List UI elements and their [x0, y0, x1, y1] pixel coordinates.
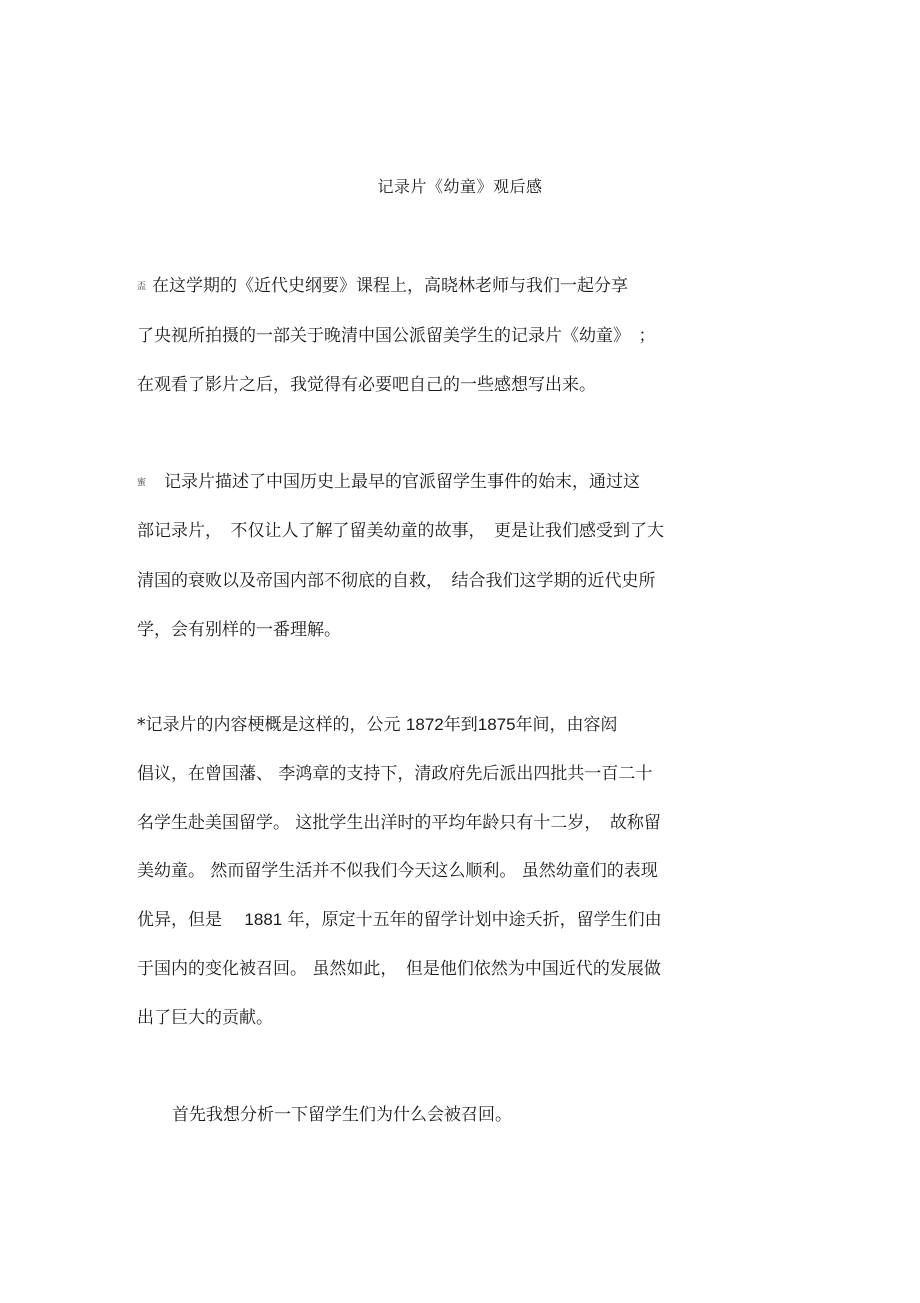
paragraph-marker: 蜜	[137, 477, 147, 488]
paragraph-3-line-5-part-b: 年，原定十五年的留学计划中途夭折，留学生们由	[282, 910, 662, 930]
paragraph-1-line-1-text: 在这学期的《近代史纲要》课程上，高晓林老师与我们一起分享	[152, 276, 629, 296]
paragraph-3-line-4: 美幼童。 然而留学生活并不似我们今天这么顺利。 虽然幼童们的表现	[137, 861, 658, 881]
paragraph-4-line-1: 首先我想分析一下留学生们为什么会被召回。	[172, 1105, 512, 1125]
paragraph-2-line-1-text: 记录片描述了中国历史上最早的官派留学生事件的始末，通过这	[164, 472, 641, 492]
paragraph-3-line-3: 名学生赴美国留学。 这批学生出洋时的平均年龄只有十二岁， 故称留	[137, 813, 661, 833]
paragraph-1-line-2: 了央视所拍摄的一部关于晚清中国公派留美学生的记录片《幼童》 ；	[137, 326, 656, 346]
year-1881: 1881	[244, 910, 283, 929]
paragraph-1-line-3: 在观看了影片之后，我觉得有必要吧自己的一些感想写出来。	[137, 375, 596, 395]
year-1872: 1872	[405, 715, 444, 734]
paragraph-3-line-1-part-a: *记录片的内容梗概是这样的，公元	[137, 715, 406, 735]
paragraph-1-line-1	[137, 273, 628, 300]
year-1875: 1875	[477, 715, 516, 734]
document-title: 记录片《幼童》观后感	[377, 177, 543, 196]
paragraph-2-line-4: 学，会有别样的一番理解。	[137, 620, 341, 640]
paragraph-2-line-2: 部记录片， 不仅让人了解了留美幼童的故事， 更是让我们感受到了大	[137, 521, 664, 541]
paragraph-3-line-1-part-b: 年到	[443, 715, 478, 735]
paragraph-3-line-2: 倡议，在曾国藩、 李鸿章的支持下，清政府先后派出四批共一百二十	[137, 764, 653, 784]
paragraph-marker: 盃	[137, 281, 147, 292]
paragraph-2-line-3: 清国的衰败以及帝国内部不彻底的自救， 结合我们这学期的近代史所	[137, 571, 656, 591]
paragraph-3-line-7: 出了巨大的贡献。	[137, 1008, 273, 1028]
paragraph-3-line-5	[137, 907, 662, 933]
paragraph-3-line-6: 于国内的变化被召回。 虽然如此， 但是他们依然为中国近代的发展做	[137, 959, 661, 979]
paragraph-3-line-5-part-a: 优异，但是	[137, 910, 245, 930]
paragraph-3-line-1	[137, 712, 618, 738]
paragraph-3-line-1-part-c: 年间，由容闳	[515, 715, 618, 735]
paragraph-2-line-1	[137, 469, 640, 496]
